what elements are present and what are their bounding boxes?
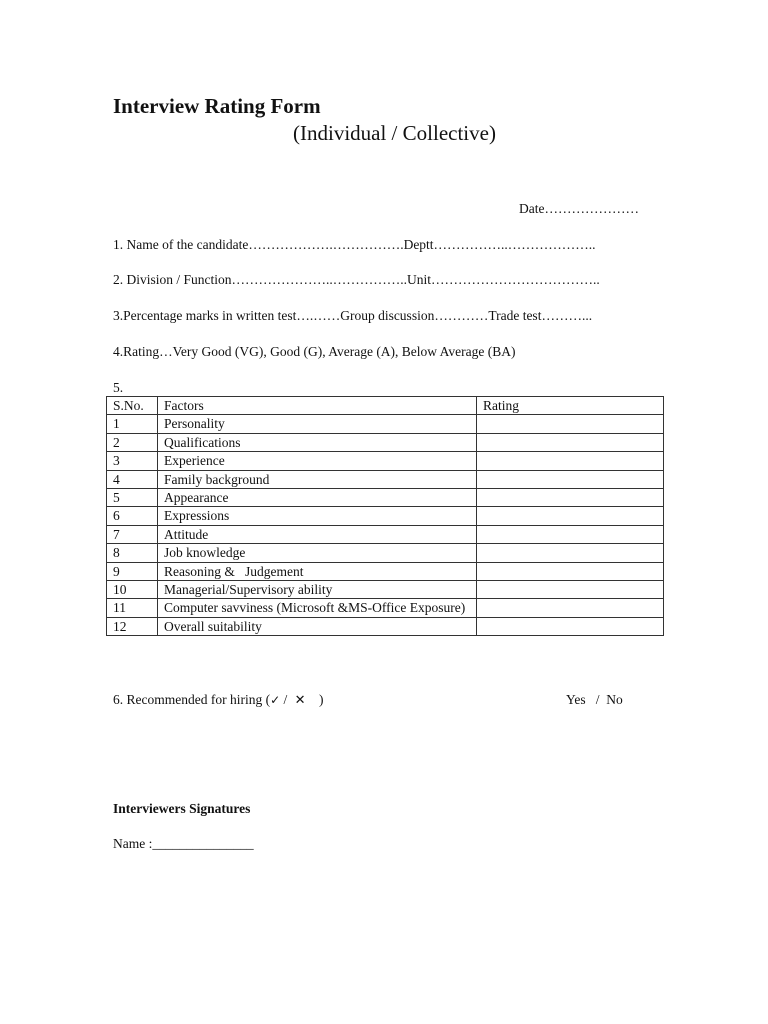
cross-icon: ✕ (294, 693, 306, 708)
row-sno: 6 (107, 507, 158, 525)
table-header-row (107, 397, 664, 415)
row-sno: 3 (107, 452, 158, 470)
recommendation-close-paren: ) (318, 692, 324, 707)
percentage-marks-line: 3.Percentage marks in written test….……Group discussion…………Trade test………... (113, 308, 593, 323)
table-row (107, 507, 664, 525)
table-row (107, 544, 664, 562)
row-rating-cell[interactable] (477, 470, 664, 488)
row-factor: Family background (158, 470, 477, 488)
table-row (107, 617, 664, 635)
section-5-label: 5. (113, 380, 124, 395)
recommendation-open-paren: ( (265, 692, 271, 707)
row-factor: Expressions (158, 507, 477, 525)
signatures-heading: Interviewers Signatures (113, 801, 251, 816)
row-factor: Attitude (158, 525, 477, 543)
row-sno: 10 (107, 581, 158, 599)
row-sno: 9 (107, 562, 158, 580)
row-sno: 11 (107, 599, 158, 617)
row-sno: 8 (107, 544, 158, 562)
row-factor: Reasoning & Judgement (158, 562, 477, 580)
row-factor: Personality (158, 415, 477, 433)
table-row (107, 581, 664, 599)
table-row (107, 525, 664, 543)
row-factor: Qualifications (158, 433, 477, 451)
row-rating-cell[interactable] (477, 415, 664, 433)
division-line: 2. Division / Function…………………..……………..Unit……………………………….. (113, 272, 600, 287)
table-row (107, 433, 664, 451)
recommendation-line (113, 692, 323, 708)
table-row (107, 452, 664, 470)
row-factor: Appearance (158, 489, 477, 507)
table-row (107, 599, 664, 617)
recommendation-label: 6. Recommended for hiring (113, 692, 263, 707)
check-icon: ✓ (270, 693, 281, 707)
name-field[interactable]: Name :_______________ (113, 836, 254, 851)
header-rating: Rating (477, 397, 664, 415)
table-row (107, 470, 664, 488)
date-field: Date………………… (519, 201, 639, 216)
row-sno: 7 (107, 525, 158, 543)
row-rating-cell[interactable] (477, 489, 664, 507)
row-factor: Overall suitability (158, 617, 477, 635)
candidate-name-line: 1. Name of the candidate……………….…………….Deptt……………..……………….. (113, 237, 596, 252)
row-sno: 2 (107, 433, 158, 451)
row-sno: 5 (107, 489, 158, 507)
row-sno: 4 (107, 470, 158, 488)
row-factor: Experience (158, 452, 477, 470)
recommendation-slash: / (283, 692, 288, 707)
table-row (107, 489, 664, 507)
table-row (107, 562, 664, 580)
row-rating-cell[interactable] (477, 452, 664, 470)
row-rating-cell[interactable] (477, 544, 664, 562)
row-rating-cell[interactable] (477, 617, 664, 635)
header-sno: S.No. (107, 397, 158, 415)
row-rating-cell[interactable] (477, 581, 664, 599)
row-rating-cell[interactable] (477, 507, 664, 525)
row-sno: 1 (107, 415, 158, 433)
form-subtitle: (Individual / Collective) (293, 121, 496, 145)
header-factors: Factors (158, 397, 477, 415)
row-rating-cell[interactable] (477, 525, 664, 543)
rating-scale-line: 4.Rating…Very Good (VG), Good (G), Average (A), Below Average (BA) (113, 344, 516, 359)
row-factor: Computer savviness (Microsoft &MS-Office Exposure) (158, 599, 477, 617)
row-factor: Managerial/Supervisory ability (158, 581, 477, 599)
yes-no-options[interactable]: Yes / No (566, 692, 623, 707)
rating-table (106, 396, 664, 636)
row-rating-cell[interactable] (477, 433, 664, 451)
table-row (107, 415, 664, 433)
form-title: Interview Rating Form (113, 94, 321, 118)
row-rating-cell[interactable] (477, 562, 664, 580)
row-factor: Job knowledge (158, 544, 477, 562)
row-sno: 12 (107, 617, 158, 635)
row-rating-cell[interactable] (477, 599, 664, 617)
